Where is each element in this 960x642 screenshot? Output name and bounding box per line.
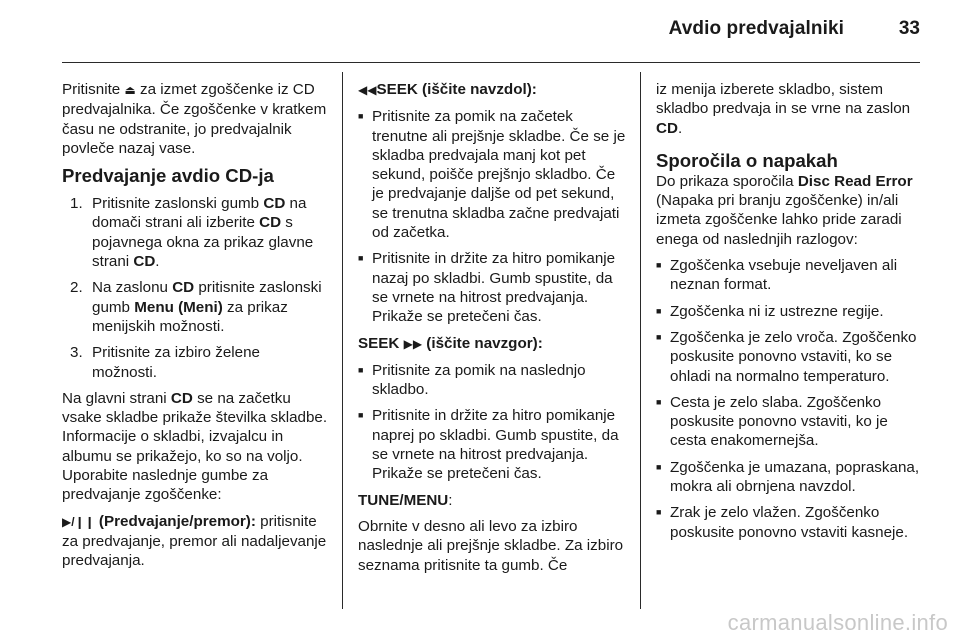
bullet-icon: ■ xyxy=(358,111,364,122)
list-item: ■ Zrak je zelo vlažen. Zgoščenko poskusite ponovno vstaviti kasneje. xyxy=(656,504,909,541)
bullet-icon: ■ xyxy=(656,305,662,316)
bullet-icon: ■ xyxy=(656,461,662,472)
play-pause-paragraph: ▶/❙❙ (Predvajanje/premor): pritisnite za predvajanje, premor ali nadaljevanje predvajanja. xyxy=(62,512,327,570)
list-item: 1. Pritisnite zaslonski gumb CD na domači strani ali izberite CD s pojavnega okna za prikaz glavne strani CD. xyxy=(70,195,314,271)
list-item: 3. Pritisnite za izbiro želene možnosti. xyxy=(70,344,260,381)
bullet-icon: ■ xyxy=(656,260,662,271)
bullet-icon: ■ xyxy=(358,364,364,375)
column-1 xyxy=(62,80,328,578)
section-heading-errors: Sporočila o napakah xyxy=(656,149,838,171)
error-reasons-list xyxy=(656,256,922,542)
list-item: ■ Zgoščenka ni iz ustrezne regije. xyxy=(656,302,884,320)
play-pause-icon: ▶/❙❙ xyxy=(62,514,95,529)
error-paragraph: Do prikaza sporočila Disc Read Error (Napaka pri branju zgoščenke) in/ali izmeta zgoščenke lahko pride zaradi enega od naslednjih razlogov: xyxy=(656,172,913,248)
list-item: ■ Cesta je zelo slaba. Zgoščenko poskusite ponovno vstaviti, ko je cesta enakomernejša. xyxy=(656,393,888,450)
column-3 xyxy=(656,80,922,549)
list-item: ■ Pritisnite za pomik na začetek trenutne ali prejšnje skladbe. Če se je skladba predvajala manj kot pet sekund, poišče prejšnjo skladbo. Če je predvajanje daljše od pet sekund, se trenutna skladba začne predvajati od začetka. xyxy=(358,108,626,242)
watermark: carmanualsonline.info xyxy=(727,610,948,635)
bullet-icon: ■ xyxy=(656,396,662,407)
cd-main-paragraph: Na glavni strani CD se na začetku vsake skladbe prikaže številka skladbe. Informacije o skladbi, izvajalcu in albumu se prikažejo, ko so na voljo. Uporabite naslednje gumbe za predvajanje zgoščenke: xyxy=(62,389,328,504)
section-heading-audio-cd: Predvajanje avdio CD-ja xyxy=(62,165,274,187)
continued-paragraph: iz menija izberete skladbo, sistem skladbo predvaja in se vrne na zaslon CD. xyxy=(656,81,911,137)
list-item: ■ Zgoščenka vsebuje neveljaven ali neznan format. xyxy=(656,257,898,294)
list-item: ■ Zgoščenka je umazana, popraskana, mokra ali obrnjena navzdol. xyxy=(656,458,920,496)
seek-back-heading: ◀◀SEEK (iščite navzdol): xyxy=(358,81,537,98)
list-item: ■ Pritisnite za pomik na naslednjo skladbo. xyxy=(358,361,586,399)
list-item: ■ Pritisnite in držite za hitro pomikanje naprej po skladbi. Gumb spustite, da se vrnete na hitrost predvajanja. Prikaže se pretečeni čas. xyxy=(358,407,619,483)
list-item: ■ Zgoščenka je zelo vroča. Zgoščenko poskusite ponovno vstaviti, ko se ohladi na normalno temperaturo. xyxy=(656,328,917,385)
tune-menu-paragraph: Obrnite v desno ali levo za izbiro naslednje ali prejšnje skladbe. Za izbiro seznama pritisnite ta gumb. Če xyxy=(358,517,624,574)
bullet-icon: ■ xyxy=(656,507,662,518)
bullet-icon: ■ xyxy=(358,253,364,264)
bullet-icon: ■ xyxy=(656,331,662,342)
steps-list xyxy=(70,194,328,382)
list-item: 2. Na zaslonu CD pritisnite zaslonski gumb Menu (Meni) za prikaz menijskih možnosti. xyxy=(70,279,322,335)
column-2 xyxy=(358,80,626,582)
seek-back-list xyxy=(358,107,626,326)
tune-menu-heading: TUNE/MENU: xyxy=(358,491,453,509)
fast-forward-icon: ▶▶ xyxy=(403,336,423,351)
bullet-icon: ■ xyxy=(358,410,364,421)
rewind-icon: ◀◀ xyxy=(358,83,377,97)
column-divider-1 xyxy=(342,72,343,609)
eject-paragraph: Pritisnite ⏏ za izmet zgoščenke iz CD predvajalnika. Če zgoščenke v kratkem času ne odstranite, jo predvajalnik povleče nazaj vase. xyxy=(62,81,327,157)
column-divider-2 xyxy=(640,72,641,609)
header-divider xyxy=(62,62,920,63)
seek-fwd-list xyxy=(358,361,626,484)
page-title: Avdio predvajalniki xyxy=(668,18,844,39)
page-header xyxy=(0,0,960,64)
eject-icon: ⏏ xyxy=(124,83,136,97)
list-item: ■ Pritisnite in držite za hitro pomikanje nazaj po skladbi. Gumb spustite, da se vrnete na hitrost predvajanja. Prikaže se pretečeni čas. xyxy=(358,250,616,326)
seek-fwd-heading: SEEK ▶▶ (iščite navzgor): xyxy=(358,334,543,352)
page-number: 33 xyxy=(898,18,920,39)
